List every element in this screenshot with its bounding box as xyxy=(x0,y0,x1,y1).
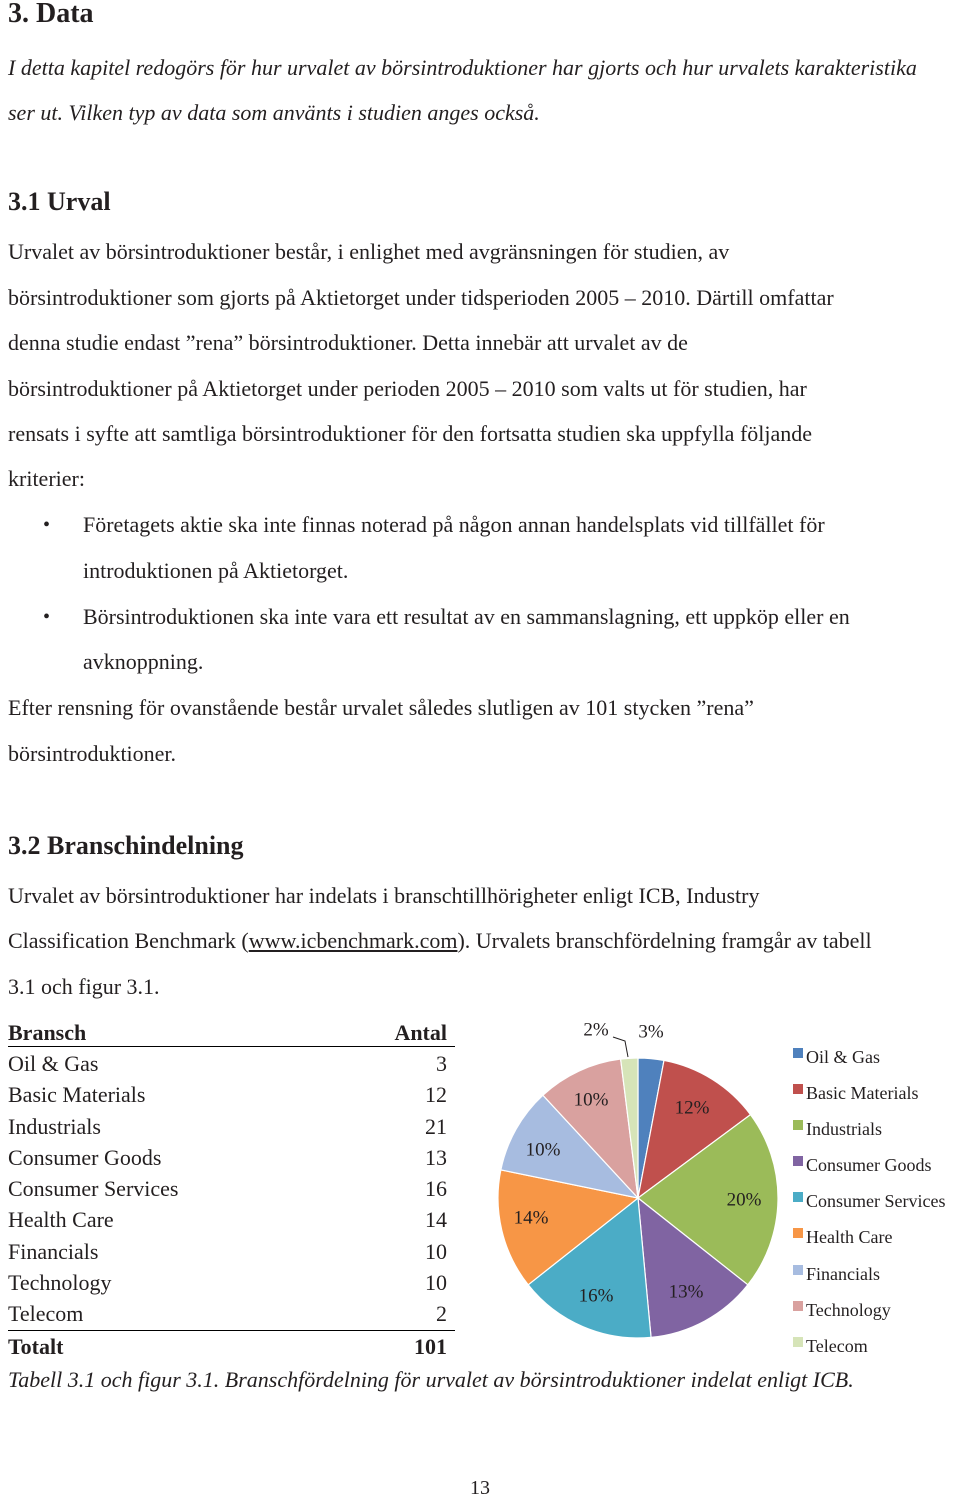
cell-antal: 21 xyxy=(425,1113,447,1139)
chart-legend xyxy=(793,1039,958,1364)
legend-label-technology: Technology xyxy=(806,1299,891,1320)
cell-antal: 13 xyxy=(425,1144,447,1170)
bullet-icon: • xyxy=(43,606,51,628)
figure-caption: Tabell 3.1 och figur 3.1. Branschfördelning för urvalet av börsintroduktioner indelat enligt ICB. xyxy=(8,1367,854,1392)
page-number: 13 xyxy=(470,1477,490,1499)
bullet-icon: • xyxy=(43,514,51,536)
table-header-row xyxy=(8,1018,455,1047)
total-label: Totalt xyxy=(8,1333,64,1359)
legend-swatch-oil-and-gas xyxy=(793,1048,803,1058)
legend-item-health-care xyxy=(793,1219,958,1255)
legend-swatch-health-care xyxy=(793,1228,803,1238)
legend-item-basic-materials xyxy=(793,1075,958,1111)
body-line xyxy=(8,926,872,956)
cell-bransch: Financials xyxy=(8,1238,99,1264)
cell-bransch: Consumer Services xyxy=(8,1176,179,1202)
header-bransch: Bransch xyxy=(8,1020,87,1045)
body-line: denna studie endast ”rena” börsintroduktioner. Detta innebär att urvalet av de xyxy=(8,330,688,355)
body-line: Urvalet av börsintroduktioner har indelats i branschtillhörigheter enligt ICB, Industry xyxy=(8,883,760,908)
pie-label-consumer-services: 16% xyxy=(578,1285,614,1307)
legend-swatch-telecom xyxy=(793,1337,803,1347)
bullet-line: introduktionen på Aktietorget. xyxy=(83,558,349,583)
pie-label-industrials: 20% xyxy=(726,1189,762,1211)
pie-label-financials: 10% xyxy=(525,1139,561,1161)
section-heading-urval: 3.1 Urval xyxy=(8,187,111,216)
legend-swatch-consumer-goods xyxy=(793,1156,803,1166)
body-text: ). Urvalets branschfördelning framgår av tabell xyxy=(457,928,872,953)
total-value: 101 xyxy=(414,1333,447,1359)
table-row xyxy=(8,1142,455,1173)
table-body xyxy=(8,1047,455,1331)
legend-label-consumer-goods: Consumer Goods xyxy=(806,1155,932,1176)
cell-antal: 14 xyxy=(425,1207,447,1233)
legend-item-technology xyxy=(793,1292,958,1328)
cell-antal: 12 xyxy=(425,1082,447,1108)
legend-item-consumer-services xyxy=(793,1183,958,1219)
legend-label-telecom: Telecom xyxy=(806,1335,868,1356)
industry-table xyxy=(8,1018,455,1362)
legend-item-consumer-goods xyxy=(793,1147,958,1183)
pie-label-technology: 10% xyxy=(573,1089,609,1111)
cell-bransch: Consumer Goods xyxy=(8,1144,162,1170)
legend-label-health-care: Health Care xyxy=(806,1227,893,1248)
legend-label-industrials: Industrials xyxy=(806,1119,882,1140)
body-line: börsintroduktioner. xyxy=(8,741,177,766)
body-line: Urvalet av börsintroduktioner består, i enlighet med avgränsningen för studien, av xyxy=(8,239,730,264)
cell-antal: 16 xyxy=(425,1176,447,1202)
leader-line-telecom xyxy=(613,1037,628,1057)
cell-bransch: Industrials xyxy=(8,1113,101,1139)
chapter-heading: 3. Data xyxy=(8,0,94,29)
header-antal: Antal xyxy=(394,1020,447,1045)
table-row xyxy=(8,1204,455,1235)
table-row xyxy=(8,1048,455,1079)
bullet-line: Företagets aktie ska inte finnas noterad på någon annan handelsplats vid tillfället för xyxy=(83,512,825,537)
legend-item-financials xyxy=(793,1256,958,1292)
cell-antal: 10 xyxy=(425,1238,447,1264)
cell-antal: 10 xyxy=(425,1270,447,1296)
legend-swatch-industrials xyxy=(793,1120,803,1130)
legend-item-industrials xyxy=(793,1111,958,1147)
cell-antal: 2 xyxy=(436,1301,447,1327)
cell-bransch: Oil & Gas xyxy=(8,1051,99,1076)
intro-line: ser ut. Vilken typ av data som använts i studien anges också. xyxy=(8,100,540,125)
legend-label-consumer-services: Consumer Services xyxy=(806,1191,946,1212)
legend-item-telecom xyxy=(793,1328,958,1364)
cell-bransch: Health Care xyxy=(8,1207,114,1233)
legend-swatch-technology xyxy=(793,1301,803,1311)
legend-swatch-basic-materials xyxy=(793,1084,803,1094)
section-heading-branschindelning: 3.2 Branschindelning xyxy=(8,831,244,860)
body-line: kriterier: xyxy=(8,466,85,491)
cell-bransch: Telecom xyxy=(8,1301,84,1327)
legend-label-financials: Financials xyxy=(806,1263,880,1284)
bullet-line: avknoppning. xyxy=(83,649,204,674)
legend-swatch-financials xyxy=(793,1265,803,1275)
legend-label-basic-materials: Basic Materials xyxy=(806,1083,919,1104)
bullet-line: Börsintroduktionen ska inte vara ett resultat av en sammanslagning, ett uppköp eller en xyxy=(83,604,850,629)
icbenchmark-link[interactable]: www.icbenchmark.com xyxy=(248,928,458,953)
table-row xyxy=(8,1298,455,1329)
table-row xyxy=(8,1111,455,1142)
pie-label-oil-and-gas: 3% xyxy=(638,1021,664,1043)
pie-label-health-care: 14% xyxy=(513,1207,549,1229)
body-line: Efter rensning för ovanstående består urvalet således slutligen av 101 stycken ”rena” xyxy=(8,695,754,720)
cell-bransch: Technology xyxy=(8,1270,112,1296)
cell-bransch: Basic Materials xyxy=(8,1082,146,1108)
body-line: rensats i syfte att samtliga börsintroduktioner för den fortsatta studien ska uppfylla följande xyxy=(8,421,813,446)
industry-pie-chart xyxy=(460,1010,790,1370)
cell-antal: 3 xyxy=(436,1051,447,1076)
body-line: börsintroduktioner på Aktietorget under perioden 2005 – 2010 som valts ut för studien, har xyxy=(8,376,807,401)
table-row xyxy=(8,1236,455,1267)
body-text: Classification Benchmark ( xyxy=(8,928,249,953)
table-row xyxy=(8,1267,455,1298)
pie-label-basic-materials: 12% xyxy=(674,1097,710,1119)
legend-item-oil-and-gas xyxy=(793,1039,958,1075)
intro-line: I detta kapitel redogörs för hur urvalet av börsintroduktioner har gjorts och hur urvalets karakteristika xyxy=(8,55,917,80)
table-row xyxy=(8,1079,455,1110)
table-total-row xyxy=(8,1331,455,1362)
table-row xyxy=(8,1173,455,1204)
body-line: börsintroduktioner som gjorts på Aktietorget under tidsperioden 2005 – 2010. Därtill omfattar xyxy=(8,285,834,310)
pie-label-consumer-goods: 13% xyxy=(668,1281,704,1303)
pie-label-telecom: 2% xyxy=(583,1019,609,1041)
legend-label-oil-and-gas: Oil & Gas xyxy=(806,1047,880,1067)
body-line: 3.1 och figur 3.1. xyxy=(8,974,160,999)
legend-swatch-consumer-services xyxy=(793,1192,803,1202)
